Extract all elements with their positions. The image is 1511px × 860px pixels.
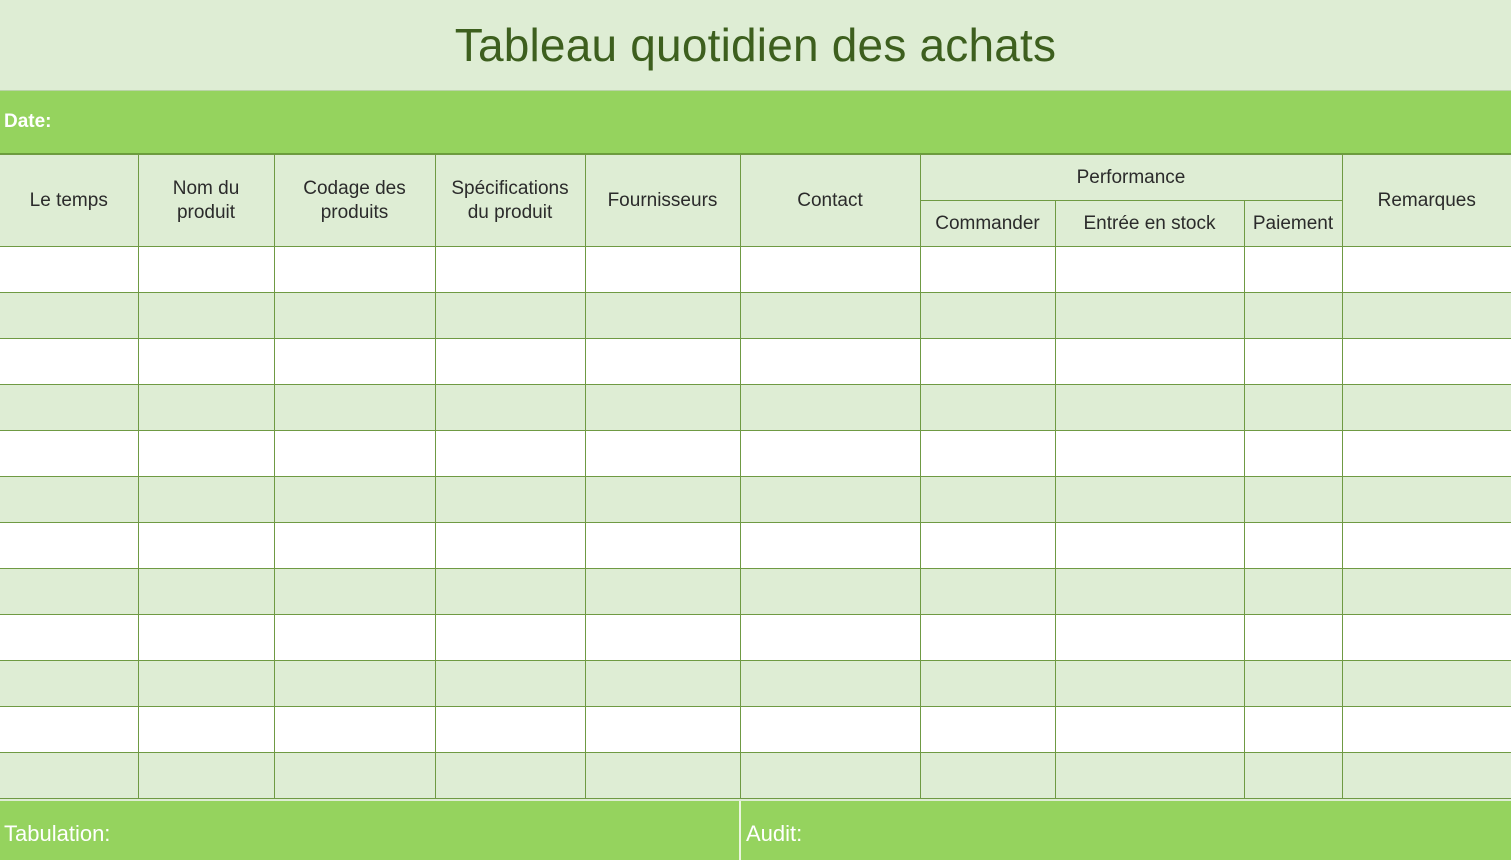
date-bar xyxy=(0,91,1511,154)
table-cell[interactable] xyxy=(740,523,920,569)
table-cell[interactable] xyxy=(435,523,585,569)
table-cell[interactable] xyxy=(274,753,435,799)
table-cell[interactable] xyxy=(0,753,138,799)
table-row xyxy=(0,523,1511,569)
table-cell[interactable] xyxy=(740,615,920,661)
table-cell[interactable] xyxy=(274,385,435,431)
table-cell[interactable] xyxy=(585,569,740,615)
table-row xyxy=(0,339,1511,385)
table-cell[interactable] xyxy=(740,661,920,707)
date-label: Date: xyxy=(4,111,52,132)
table-cell[interactable] xyxy=(435,385,585,431)
table-cell[interactable] xyxy=(0,707,138,753)
table-cell[interactable] xyxy=(1342,385,1511,431)
table-cell[interactable] xyxy=(740,753,920,799)
table-cell[interactable] xyxy=(1244,523,1342,569)
table-cell[interactable] xyxy=(435,477,585,523)
table-cell[interactable] xyxy=(435,247,585,293)
table-cell[interactable] xyxy=(274,431,435,477)
table-cell[interactable] xyxy=(0,477,138,523)
table-cell[interactable] xyxy=(1342,707,1511,753)
table-cell[interactable] xyxy=(138,707,274,753)
table-row xyxy=(0,661,1511,707)
table-cell[interactable] xyxy=(0,569,138,615)
table-cell[interactable] xyxy=(1055,247,1244,293)
table-cell[interactable] xyxy=(435,615,585,661)
table-cell[interactable] xyxy=(0,523,138,569)
table-cell[interactable] xyxy=(920,293,1055,339)
column-header-performance: Performance xyxy=(920,155,1342,201)
table-cell[interactable] xyxy=(0,293,138,339)
table-cell[interactable] xyxy=(920,707,1055,753)
table-cell[interactable] xyxy=(585,753,740,799)
table-row xyxy=(0,247,1511,293)
table-cell[interactable] xyxy=(138,339,274,385)
table-cell[interactable] xyxy=(1342,431,1511,477)
table-cell[interactable] xyxy=(1342,247,1511,293)
table-cell[interactable] xyxy=(1342,569,1511,615)
table-row xyxy=(0,753,1511,799)
table-cell[interactable] xyxy=(585,477,740,523)
purchase-table xyxy=(0,154,1511,799)
table-cell[interactable] xyxy=(1342,293,1511,339)
table-cell[interactable] xyxy=(138,753,274,799)
column-header-remarks: Remarques xyxy=(1342,155,1511,247)
table-cell[interactable] xyxy=(1342,339,1511,385)
table-cell[interactable] xyxy=(920,247,1055,293)
table-cell[interactable] xyxy=(0,339,138,385)
table-cell[interactable] xyxy=(585,339,740,385)
table-cell[interactable] xyxy=(138,661,274,707)
table-row xyxy=(0,477,1511,523)
table-cell[interactable] xyxy=(138,523,274,569)
table-cell[interactable] xyxy=(274,247,435,293)
table-cell[interactable] xyxy=(1342,477,1511,523)
table-row xyxy=(0,707,1511,753)
table-cell[interactable] xyxy=(1244,569,1342,615)
table-cell[interactable] xyxy=(1342,523,1511,569)
column-header-product-spec xyxy=(435,155,585,247)
column-header-time: Le temps xyxy=(0,155,138,247)
page-title: Tableau quotidien des achats xyxy=(454,19,1057,71)
table-cell[interactable] xyxy=(274,615,435,661)
table-cell[interactable] xyxy=(1244,477,1342,523)
table-cell[interactable] xyxy=(920,615,1055,661)
column-header-product-name-label: Nom du produit xyxy=(172,177,240,223)
table-cell[interactable] xyxy=(1055,707,1244,753)
table-cell[interactable] xyxy=(920,661,1055,707)
table-cell[interactable] xyxy=(1244,661,1342,707)
table-cell[interactable] xyxy=(740,477,920,523)
table-cell[interactable] xyxy=(740,339,920,385)
table-row xyxy=(0,431,1511,477)
table-cell[interactable] xyxy=(585,523,740,569)
table-cell[interactable] xyxy=(1244,385,1342,431)
table-cell[interactable] xyxy=(740,385,920,431)
table-cell[interactable] xyxy=(435,339,585,385)
table-cell[interactable] xyxy=(920,569,1055,615)
table-cell[interactable] xyxy=(138,477,274,523)
table-cell[interactable] xyxy=(0,247,138,293)
table-cell[interactable] xyxy=(1244,707,1342,753)
table-cell[interactable] xyxy=(274,569,435,615)
table-cell[interactable] xyxy=(274,707,435,753)
table-cell[interactable] xyxy=(274,293,435,339)
table-cell[interactable] xyxy=(585,247,740,293)
column-header-stock-entry: Entrée en stock xyxy=(1055,201,1244,247)
table-cell[interactable] xyxy=(1055,753,1244,799)
table-cell[interactable] xyxy=(740,293,920,339)
table-cell[interactable] xyxy=(435,753,585,799)
column-header-contact: Contact xyxy=(740,155,920,247)
table-cell[interactable] xyxy=(274,661,435,707)
column-header-order: Commander xyxy=(920,201,1055,247)
table-cell[interactable] xyxy=(435,293,585,339)
table-cell[interactable] xyxy=(920,339,1055,385)
table-cell[interactable] xyxy=(585,661,740,707)
column-header-product-name xyxy=(138,155,274,247)
table-cell[interactable] xyxy=(1055,385,1244,431)
table-row xyxy=(0,293,1511,339)
table-cell[interactable] xyxy=(1244,293,1342,339)
table-cell[interactable] xyxy=(1342,753,1511,799)
table-cell[interactable] xyxy=(0,431,138,477)
table-cell[interactable] xyxy=(585,431,740,477)
table-cell[interactable] xyxy=(0,661,138,707)
column-header-product-code xyxy=(274,155,435,247)
footer-bar xyxy=(0,801,1511,860)
table-cell[interactable] xyxy=(0,615,138,661)
table-cell[interactable] xyxy=(138,569,274,615)
table-cell[interactable] xyxy=(1055,293,1244,339)
column-header-suppliers: Fournisseurs xyxy=(585,155,740,247)
table-cell[interactable] xyxy=(585,615,740,661)
table-cell[interactable] xyxy=(274,339,435,385)
table-cell[interactable] xyxy=(138,431,274,477)
table-row xyxy=(0,569,1511,615)
table-cell[interactable] xyxy=(920,385,1055,431)
table-cell[interactable] xyxy=(920,477,1055,523)
table-cell[interactable] xyxy=(1055,477,1244,523)
table-cell[interactable] xyxy=(740,707,920,753)
table-cell[interactable] xyxy=(138,385,274,431)
table-row xyxy=(0,385,1511,431)
table-cell[interactable] xyxy=(920,523,1055,569)
table-cell[interactable] xyxy=(1244,247,1342,293)
table-cell[interactable] xyxy=(274,477,435,523)
tabulation-label: Tabulation: xyxy=(4,821,111,846)
table-cell[interactable] xyxy=(1342,661,1511,707)
table-cell[interactable] xyxy=(585,385,740,431)
table-cell[interactable] xyxy=(1055,339,1244,385)
table-cell[interactable] xyxy=(435,661,585,707)
table-cell[interactable] xyxy=(920,753,1055,799)
column-header-payment: Paiement xyxy=(1244,201,1342,247)
table-row xyxy=(0,615,1511,661)
table-cell[interactable] xyxy=(1055,431,1244,477)
table-cell[interactable] xyxy=(740,569,920,615)
table-cell[interactable] xyxy=(585,293,740,339)
table-cell[interactable] xyxy=(1055,661,1244,707)
table-cell[interactable] xyxy=(1055,569,1244,615)
audit-label: Audit: xyxy=(746,821,803,846)
table-cell[interactable] xyxy=(1244,615,1342,661)
footer-divider xyxy=(739,801,741,860)
table-cell[interactable] xyxy=(920,431,1055,477)
table-cell[interactable] xyxy=(1244,431,1342,477)
title-bar xyxy=(0,0,1511,91)
column-header-product-code-label: Codage des produits xyxy=(303,177,406,223)
table-cell[interactable] xyxy=(435,431,585,477)
table-cell[interactable] xyxy=(435,569,585,615)
table-cell[interactable] xyxy=(138,293,274,339)
table-cell[interactable] xyxy=(1055,615,1244,661)
table-cell[interactable] xyxy=(1055,523,1244,569)
table-cell[interactable] xyxy=(585,707,740,753)
table-cell[interactable] xyxy=(1342,615,1511,661)
table-cell[interactable] xyxy=(740,431,920,477)
table-cell[interactable] xyxy=(0,385,138,431)
table-cell[interactable] xyxy=(435,707,585,753)
table-cell[interactable] xyxy=(740,247,920,293)
table-cell[interactable] xyxy=(274,523,435,569)
column-header-product-spec-label: Spécifications du produit xyxy=(451,177,569,223)
table-cell[interactable] xyxy=(1244,753,1342,799)
table-cell[interactable] xyxy=(138,247,274,293)
table-cell[interactable] xyxy=(1244,339,1342,385)
table-cell[interactable] xyxy=(138,615,274,661)
